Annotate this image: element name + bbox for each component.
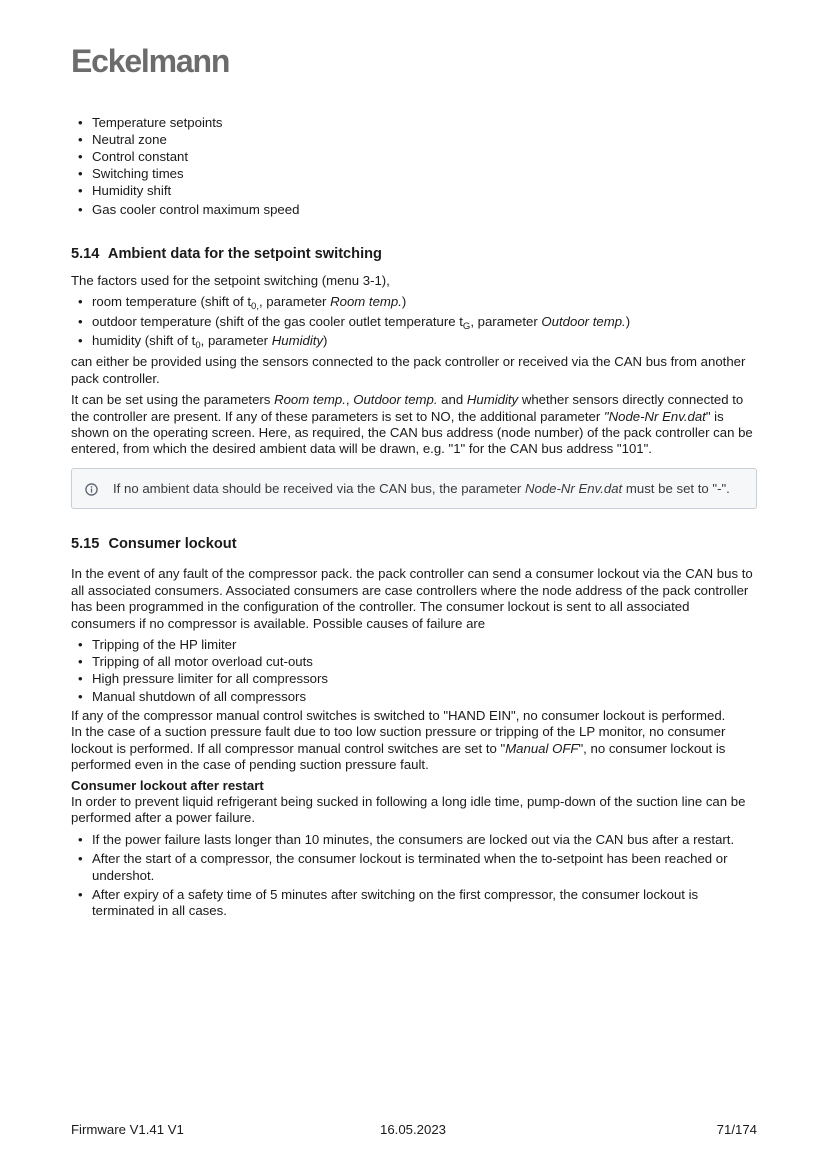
info-icon	[85, 483, 98, 496]
paragraph: can either be provided using the sensors connected to the pack controller or received via the CAN bus from another pack controller.	[71, 354, 746, 386]
list-item: • Tripping of all motor overload cut-outs	[71, 654, 757, 670]
list-item: • room temperature (shift of $t_{0,}$, parameter Room temp.)	[71, 294, 757, 310]
list-item: • Humidity shift	[71, 183, 757, 199]
section-heading-5-15	[71, 535, 757, 553]
list-item: • humidity (shift of $t_0$, parameter Humidity)	[71, 333, 757, 349]
section-title: Consumer lockout	[108, 536, 237, 553]
list-item: • After expiry of a safety time of 5 minutes after switching on the first compressor, the consumer lockout is terminated in all cases.	[71, 887, 757, 920]
list-item: • Tripping of the HP limiter	[71, 637, 757, 653]
paragraph: In the case of a suction pressure fault due to too low suction pressure or tripping of the LP monitor, no consumer lockout is performed. If all compressor manual control switches are set to "Manual OFF", no consumer lockout is performed even in the case of pending suction pressure fault.	[71, 724, 726, 773]
intro-list	[71, 115, 757, 219]
section-number: 5.14	[71, 245, 100, 262]
list-item: • Manual shutdown of all compressors	[71, 689, 757, 705]
paragraph: It can be set using the parameters Room temp., Outdoor temp. and Humidity whether sensors directly connected to the controller are present. If any of these parameters is set to NO, the additional parameter "Node-Nr Env.dat" is shown on the operating screen. Here, as required, the CAN bus address (node number) of the pack controller can be entered, from which the desired ambient data will be drawn, e.g. "1" for the CAN bus address "101".	[71, 392, 753, 457]
paragraph: If any of the compressor manual control switches is switched to "HAND EIN", no consumer lockout is performed.	[71, 707, 726, 723]
page-number: 71/174	[716, 1122, 757, 1137]
list-item: • If the power failure lasts longer than 10 minutes, the consumers are locked out via the CAN bus after a restart.	[71, 832, 757, 848]
list-item: • outdoor temperature (shift of the gas cooler outlet temperature $t_G$, parameter Outdoor temp.)	[71, 314, 757, 330]
list-item: • Temperature setpoints	[71, 115, 757, 131]
list-item: • High pressure limiter for all compressors	[71, 671, 757, 687]
document-date: 16.05.2023	[380, 1122, 447, 1137]
paragraph: The factors used for the setpoint switching (menu 3-1),	[71, 272, 390, 288]
section-heading-5-14	[71, 245, 757, 263]
list-item: • Control constant	[71, 149, 757, 165]
restart-list	[71, 832, 757, 920]
firmware-version: Firmware V1.41 V1	[71, 1122, 184, 1137]
sub-heading: Consumer lockout after restart	[71, 777, 264, 793]
section-title: Ambient data for the setpoint switching	[107, 245, 382, 262]
failure-causes-list	[71, 637, 757, 705]
eckelmann-logo: Eckelmann	[71, 43, 230, 79]
list-item: • Switching times	[71, 166, 757, 182]
list-item: • Neutral zone	[71, 132, 757, 148]
page-content	[71, 115, 757, 923]
list-item: • Gas cooler control maximum speed	[71, 202, 757, 218]
paragraph: In order to prevent liquid refrigerant being sucked in following a long idle time, pump-down of the suction line can be performed after a power failure.	[71, 793, 746, 826]
info-note: If no ambient data should be received via the CAN bus, the parameter Node-Nr Env.dat must be set to "-".	[71, 468, 757, 509]
section-number: 5.15	[71, 536, 100, 553]
ambient-factor-list	[71, 294, 757, 352]
paragraph: In the event of any fault of the compressor pack. the pack controller can send a consumer lockout via the CAN bus to all associated consumers. Associated consumers are case controllers where the node address of the pack controller has been programmed in the configuration of the controller. The consumer lockout is sent to all associated consumers if no compressor is available. Possible causes of failure are	[71, 566, 753, 631]
list-item: • After the start of a compressor, the consumer lockout is terminated when the to-setpoint has been reached or undershot.	[71, 851, 757, 884]
